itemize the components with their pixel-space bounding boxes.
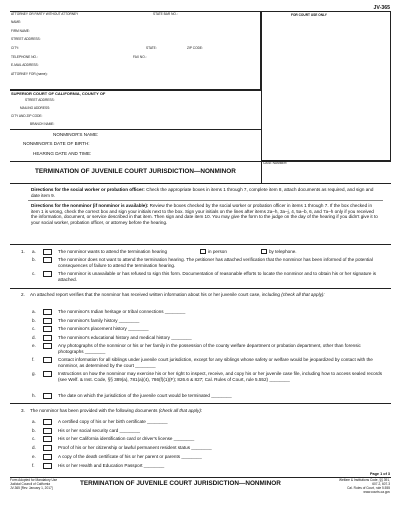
item3b-checkbox[interactable] xyxy=(43,428,52,434)
item1b-checkbox[interactable] xyxy=(43,257,52,263)
item2h-checkbox[interactable] xyxy=(43,393,52,399)
form-title: TERMINATION OF JUVENILE COURT JURISDICTION—NONMINOR xyxy=(35,168,236,175)
nonminor-name-label: NONMINOR'S NAME: xyxy=(53,132,99,137)
item3-intro-italic: (check all that apply): xyxy=(158,408,203,413)
item2e-text: Any photographs of the nonminor or his or her family in the possession of the county welfare department or probation department, other than forensic photographs ________ xyxy=(58,343,361,354)
name-label: NAME: xyxy=(11,20,22,24)
street-label: STREET ADDRESS: xyxy=(11,37,41,41)
court-street-label: STREET ADDRESS: xyxy=(25,98,55,102)
footer-code-2: 607.2, 607.3 xyxy=(372,482,390,486)
item2-intro-text: An attached report verifies that the nonminor has received written information about his or her juvenile court case, including xyxy=(30,292,280,297)
directions-sw-label: Directions for the social worker or probation officer: xyxy=(31,187,145,192)
item2-number: 2. xyxy=(21,292,25,297)
item3c-letter: c. xyxy=(32,436,36,441)
item3e-letter: e. xyxy=(32,454,36,459)
footer-adopted-3: JV-365 [Rev. January 1, 2017] xyxy=(10,486,53,490)
item2f-checkbox[interactable] xyxy=(43,357,52,363)
item2h-letter: h. xyxy=(32,393,36,398)
item2a-checkbox[interactable] xyxy=(43,309,52,315)
court-use-label: FOR COURT USE ONLY xyxy=(291,13,327,17)
in-person-label: in person xyxy=(208,249,227,254)
item3f-checkbox[interactable] xyxy=(43,463,52,469)
item3-intro-text: The nonminor has been provided with the following documents xyxy=(30,408,158,413)
item1c-checkbox[interactable] xyxy=(43,271,52,277)
in-person-checkbox[interactable] xyxy=(200,249,206,254)
item2d-letter: d. xyxy=(32,335,36,340)
item2-intro-italic: (check all that apply): xyxy=(281,292,325,297)
zip-label: ZIP CODE: xyxy=(187,46,203,50)
item3b-text: His or her social security card ________ xyxy=(58,428,140,433)
item2c-text: The nonminor's placement history ________ xyxy=(58,326,149,331)
footer-adopted-2: Judicial Council of California xyxy=(10,482,51,486)
item3c-checkbox[interactable] xyxy=(43,436,52,442)
item2b-letter: b. xyxy=(32,318,36,323)
item3d-text: Proof of his or her citizenship or lawful permanent resident status ________ xyxy=(58,445,212,450)
nonminor-dob-label: NONMINOR'S DATE OF BIRTH: xyxy=(23,141,90,146)
item2c-checkbox[interactable] xyxy=(43,326,52,332)
item1b-text: The nonminor does not want to attend the termination hearing. The petitioner has attached verification that the nonminor has been informed of the potential consequences of failure to attend the termination hearing. xyxy=(58,257,373,268)
item2g-letter: g. xyxy=(32,371,36,376)
item1c-text: The nonminor is unavailable or has refused to sign this form. Documentation of reasonable efforts to locate the nonminor and to obtain his or her signature is attached. xyxy=(58,271,377,282)
attorney-label: ATTORNEY OR PARTY WITHOUT ATTORNEY xyxy=(11,12,79,16)
form-id: JV-365 xyxy=(373,5,390,11)
item3a-text: A certified copy of his or her birth certificate ________ xyxy=(58,419,168,424)
item2f-letter: f. xyxy=(32,357,35,362)
attorney-for-label: ATTORNEY FOR (name): xyxy=(11,72,48,76)
court-title: SUPERIOR COURT OF CALIFORNIA, COUNTY OF xyxy=(11,91,106,96)
page-number: Page 1 of 3 xyxy=(369,472,390,476)
court-mailing-label: MAILING ADDRESS: xyxy=(20,106,51,110)
by-phone-checkbox[interactable] xyxy=(261,249,267,254)
item2d-checkbox[interactable] xyxy=(43,335,52,341)
item3f-letter: f. xyxy=(32,463,35,468)
attorney-block xyxy=(10,11,261,90)
item3f-text: His or her Health and Education Passport ________ xyxy=(58,463,165,468)
item2g-text: Instructions on how the nonminor may exercise his or her right to inspect, receive, and copy his or her juvenile case file, including how to access sealed records (see Welf. & Inst. Code, §§ 389(a), 781(a)(4), 786(f)(1)(F); 826.6 & 827; Cal. Rules of Court, rule 5.552) ________ xyxy=(58,371,383,382)
item2b-text: The nonminor's family history ________ xyxy=(58,318,140,323)
state-label: STATE: xyxy=(146,46,157,50)
item3c-text: His or her California identification card or driver's license ________ xyxy=(58,436,195,441)
item3b-letter: b. xyxy=(32,428,36,433)
item1b-letter: b. xyxy=(32,257,36,262)
item2e-letter: e. xyxy=(32,343,36,348)
court-city-label: CITY AND ZIP CODE: xyxy=(11,114,43,118)
item1a-text: The nonminor wants to attend the termination hearing xyxy=(58,249,168,254)
court-branch-label: BRANCH NAME: xyxy=(30,122,55,126)
directions-nonminor xyxy=(31,203,381,225)
footer-code-3: Cal. Rules of Court, rule 5.555 xyxy=(347,486,390,490)
item3d-checkbox[interactable] xyxy=(43,445,52,451)
item3d-letter: d. xyxy=(32,445,36,450)
footer-title: TERMINATION OF JUVENILE COURT JURISDICTION—NONMINOR xyxy=(80,480,281,487)
item2b-checkbox[interactable] xyxy=(43,318,52,324)
item2c-letter: c. xyxy=(32,326,36,331)
item2d-text: The nonminor's educational history and medical history ________ xyxy=(58,335,192,340)
item1a-letter: a. xyxy=(32,249,36,254)
city-label: CITY: xyxy=(11,46,19,50)
directions-sw-text: Check the appropriate boxes in items 1 through 7, complete item 8, attach documents as required, and sign and date item 9. xyxy=(31,187,374,198)
hearing-label: HEARING DATE AND TIME: xyxy=(33,151,92,156)
tel-label: TELEPHONE NO.: xyxy=(11,55,38,59)
item2h-text: The date on which the jurisdiction of the juvenile court would be terminated ________ xyxy=(58,393,232,398)
case-number-label: CASE NUMBER: xyxy=(263,161,288,165)
directions-social-worker xyxy=(31,187,381,198)
directions-nm-label: Directions for the nonminor (if nonminor is available): xyxy=(31,203,149,208)
item1-number: 1. xyxy=(21,249,25,254)
item2-intro xyxy=(30,292,385,298)
item3a-checkbox[interactable] xyxy=(43,419,52,425)
item2g-checkbox[interactable] xyxy=(43,371,52,377)
item3-number: 3. xyxy=(21,408,25,413)
footer-code-1: Welfare & Institutions Code, §§ 391, xyxy=(339,478,390,482)
item2f-text: Contact information for all siblings under juvenile court jurisdiction, except for any siblings whose safety or welfare would be jeopardized by contact with the nonminor, as determined by the court ________ xyxy=(58,357,373,368)
footer-adopted-1: Form Adopted for Mandatory Use xyxy=(10,478,58,482)
item1c-letter: c. xyxy=(32,271,36,276)
directions-nm-text: Review the boxes checked by the social worker or probation officer in items 1 through 7. If the box checked in item 1 is wrong, check the correct box and sign your initials next to the box. Sign your initials on the lines after items 2a–h, 3a–j, 4, 5a–b, 6, and 7a–h only if you received the information, document, or service described in that item. Then sign and date item 10. You may give the form to the judge on the day of the hearing if you didn't give it to your social worker, probation officer, or attorney before the hearing. xyxy=(31,203,378,225)
by-phone-label: by telephone. xyxy=(269,249,297,254)
item2e-checkbox[interactable] xyxy=(43,343,52,349)
item2a-letter: a. xyxy=(32,309,36,314)
item2a-text: The nonminor's Indian heritage or tribal connections ________ xyxy=(58,309,186,314)
fax-label: FAX NO.: xyxy=(133,55,147,59)
footer-url[interactable]: www.courts.ca.gov xyxy=(363,490,390,494)
item3-intro xyxy=(30,408,385,414)
court-use-block xyxy=(261,11,391,161)
email-label: E-MAIL ADDRESS: xyxy=(11,63,39,67)
item3a-letter: a. xyxy=(32,419,36,424)
item3e-checkbox[interactable] xyxy=(43,454,52,460)
firm-label: FIRM NAME: xyxy=(11,29,30,33)
item1a-checkbox[interactable] xyxy=(43,249,52,255)
state-bar-label: STATE BAR NO.: xyxy=(153,12,178,16)
item3e-text: A copy of the death certificate of his or her parent or parents ________ xyxy=(58,454,202,459)
